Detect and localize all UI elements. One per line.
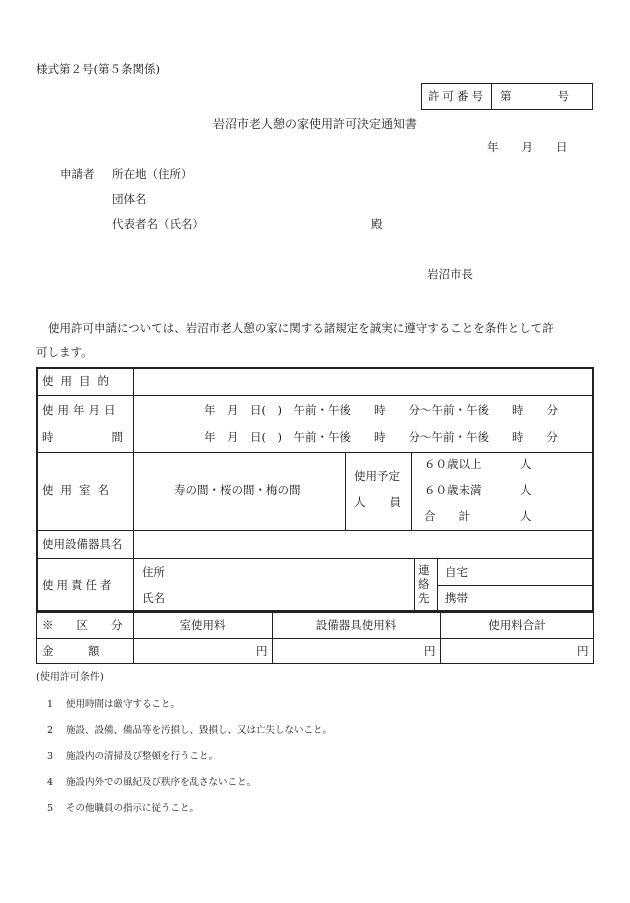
condition-number: 2 bbox=[47, 725, 54, 736]
applicant-label: 申請者 bbox=[60, 167, 95, 181]
yen-equipment: 円 bbox=[424, 644, 436, 658]
expected-label-2: 人員 bbox=[354, 495, 425, 509]
equipment-fee-header: 設備器具使用料 bbox=[315, 618, 397, 632]
fee-total-header: 使用料合計 bbox=[488, 618, 546, 632]
address-label: 所在地（住所） bbox=[112, 167, 193, 181]
permit-number-value: 第 号 bbox=[500, 89, 569, 103]
person-unit-1: 人 bbox=[520, 457, 532, 471]
contact-label: 連絡先 bbox=[418, 563, 430, 605]
condition-number: 5 bbox=[47, 803, 54, 814]
honorific: 殿 bbox=[371, 217, 383, 231]
condition-number: 1 bbox=[47, 699, 54, 710]
responsible-address: 住所 bbox=[142, 565, 165, 579]
body-text-line1: 使用許可申請については、岩沼市老人憩の家に関する諸規定を誠実に遵守することを条件として許 bbox=[48, 321, 554, 335]
issue-date: 年 月 日 bbox=[487, 140, 568, 154]
datetime-line-2: 年 月 日( ) 午前・午後 時 分～午前・午後 時 分 bbox=[204, 430, 558, 444]
condition-text: 施設内の清掃及び整頓を行うこと。 bbox=[66, 751, 219, 762]
body-text-line2: 可します。 bbox=[36, 345, 93, 359]
yen-room: 円 bbox=[256, 644, 268, 658]
room-options: 寿の間・桜の間・梅の間 bbox=[174, 483, 301, 497]
condition-number: 4 bbox=[47, 777, 54, 788]
condition-text: 施設内外での風紀及び秩序を乱さないこと。 bbox=[66, 777, 257, 788]
amount-label: 金 額 bbox=[42, 644, 100, 658]
time-label: 時間 bbox=[42, 430, 181, 444]
home-label: 自宅 bbox=[445, 565, 468, 579]
responsible-name: 氏名 bbox=[142, 591, 165, 605]
mobile-label: 携帯 bbox=[445, 591, 468, 605]
kubun-label: ※ 区 分 bbox=[42, 618, 123, 632]
issuer: 岩沼市長 bbox=[427, 267, 473, 281]
condition-text: 使用時間は厳守すること。 bbox=[66, 699, 181, 710]
form-label: 様式第２号(第５条関係) bbox=[36, 62, 160, 76]
over-60-label: ６０歳以上 bbox=[424, 457, 482, 471]
permit-number-label: 許可番号 bbox=[428, 89, 486, 103]
responsible-label: 使用責任者 bbox=[42, 578, 115, 592]
condition-number: 3 bbox=[47, 751, 54, 762]
conditions-header: (使用許可条件) bbox=[36, 672, 104, 683]
room-label: 使用室名 bbox=[42, 483, 116, 497]
condition-text: 施設、設備、備品等を汚損し、毀損し、又は亡失しないこと。 bbox=[66, 725, 333, 736]
use-date-label: 使用年月日 bbox=[42, 403, 120, 417]
representative-label: 代表者名（氏名） bbox=[112, 217, 204, 231]
yen-total: 円 bbox=[577, 644, 589, 658]
equipment-label: 使用設備器具名 bbox=[42, 537, 123, 551]
group-name-label: 団体名 bbox=[112, 192, 147, 206]
total-label: 合 計 bbox=[424, 509, 470, 523]
expected-label: 使用予定 bbox=[354, 469, 400, 483]
condition-text: その他職員の指示に従うこと。 bbox=[66, 803, 200, 814]
under-60-label: ６０歳未満 bbox=[424, 483, 482, 497]
room-fee-header: 室使用料 bbox=[179, 618, 226, 632]
document-title: 岩沼市老人憩の家使用許可決定通知書 bbox=[212, 117, 417, 131]
datetime-line-1: 年 月 日( ) 午前・午後 時 分～午前・午後 時 分 bbox=[204, 403, 558, 417]
purpose-label: 使用目的 bbox=[42, 374, 116, 388]
person-unit-3: 人 bbox=[520, 509, 532, 523]
person-unit-2: 人 bbox=[520, 483, 532, 497]
